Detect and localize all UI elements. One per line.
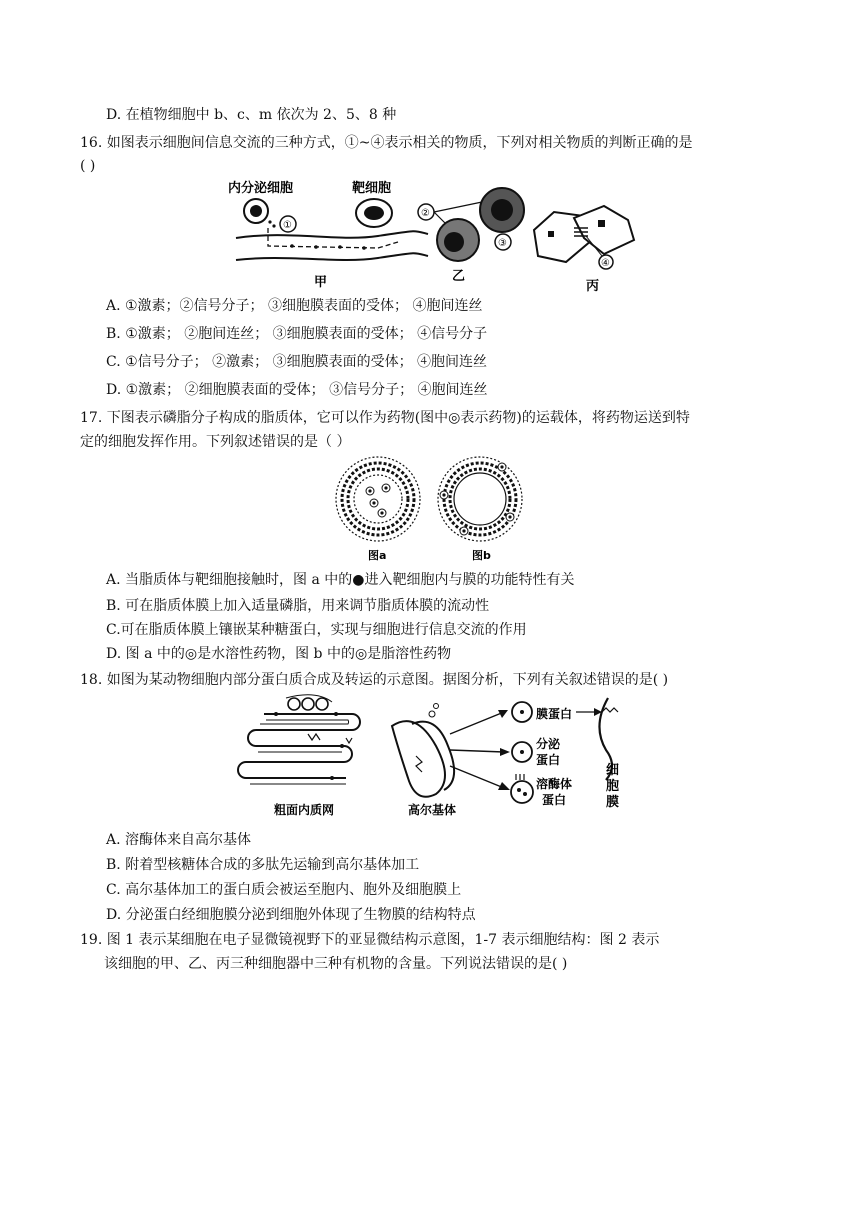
q16-option-b[interactable]: B. ①激素； ②胞间连丝； ③细胞膜表面的受体； ④信号分子 [106, 326, 488, 342]
q18-option-a[interactable]: A. 溶酶体来自高尔基体 [106, 832, 252, 848]
panel-bing [534, 206, 634, 294]
label-secretory-2: 蛋白 [536, 753, 561, 767]
label-bing: 丙 [586, 279, 600, 294]
transport-arrows [450, 710, 510, 790]
mark-1: ① [283, 220, 292, 231]
q17-option-b[interactable]: B. 可在脂质体膜上加入适量磷脂，用来调节脂质体膜的流动性 [106, 598, 490, 614]
q16-stem-line1: 16. 如图表示细胞间信息交流的三种方式，①~④表示相关的物质，下列对相关物质的判断正确的是 [80, 135, 693, 151]
q16-option-d[interactable]: D. ①激素； ②细胞膜表面的受体； ③信号分子； ④胞间连丝 [106, 382, 488, 398]
liposome-a [336, 457, 420, 562]
q18-option-d[interactable]: D. 分泌蛋白经细胞膜分泌到细胞外体现了生物膜的结构特点 [106, 907, 476, 923]
q16-option-c[interactable]: C. ①信号分子； ②激素； ③细胞膜表面的受体； ④胞间连丝 [106, 354, 488, 370]
q17-option-c[interactable]: C.可在脂质体膜上镶嵌某种糖蛋白，实现与细胞进行信息交流的作用 [106, 622, 527, 638]
liposome-b [438, 457, 522, 562]
endocrine-nucleus [250, 205, 262, 217]
label-target: 靶细胞 [352, 181, 392, 196]
receiver-nucleus [444, 232, 464, 252]
label-golgi: 高尔基体 [408, 803, 457, 817]
label-cell-membrane-2: 胞 [606, 779, 620, 794]
cell-membrane [599, 698, 619, 810]
q19-stem-line1: 19. 图 1 表示某细胞在电子显微镜视野下的亚显微结构示意图，1-7 表示细胞结构：图 2 表示 [80, 932, 660, 948]
label-lysosome-1: 溶酶体 [536, 777, 573, 791]
golgi-apparatus [392, 704, 456, 818]
label-lysosome-2: 蛋白 [542, 793, 567, 807]
panel-yi [418, 188, 524, 284]
q16-figure [228, 176, 648, 294]
q19-stem-line2: 该细胞的甲、乙、丙三种细胞器中三种有机物的含量。下列说法错误的是( ) [104, 956, 568, 972]
mark-2: ② [421, 208, 430, 219]
label-jia: 甲 [314, 275, 328, 290]
signal-nucleus [491, 199, 513, 221]
q18-stem-line1: 18. 如图为某动物细胞内部分蛋白质合成及转运的示意图。据图分析，下列有关叙述错误的是( ) [80, 672, 669, 688]
vessel-wall-bottom [236, 253, 428, 260]
mark-4: ④ [601, 258, 610, 269]
rough-er [238, 695, 360, 817]
label-yi: 乙 [452, 269, 466, 284]
label-cell-membrane-1: 细 [606, 763, 620, 778]
label-membrane-protein: 膜蛋白 [536, 707, 573, 721]
q16-option-a[interactable]: A. ①激素；②信号分子； ③细胞膜表面的受体； ④胞间连丝 [106, 298, 483, 314]
target-nucleus [364, 206, 384, 220]
label-fig-b: 图b [472, 549, 491, 562]
label-cell-membrane-3: 膜 [606, 795, 620, 810]
q17-stem-line1: 17. 下图表示磷脂分子构成的脂质体，它可以作为药物(图中◎表示药物)的运载体，将药物运送到特 [80, 410, 690, 426]
q17-figure [332, 455, 532, 567]
q18-figure [236, 690, 636, 822]
panel-jia [228, 180, 428, 290]
q18-option-b[interactable]: B. 附着型核糖体合成的多肽先运输到高尔基体加工 [106, 857, 420, 873]
label-rer: 粗面内质网 [274, 803, 335, 817]
mark-3: ③ [498, 238, 507, 249]
vesicles [511, 702, 602, 807]
label-secretory-1: 分泌 [536, 737, 561, 751]
q18-option-c[interactable]: C. 高尔基体加工的蛋白质会被运至胞内、胞外及细胞膜上 [106, 882, 462, 898]
q15-option-d: D. 在植物细胞中 b、c、m 依次为 2、5、8 种 [106, 107, 397, 123]
label-endocrine: 内分泌细胞 [228, 181, 294, 196]
q17-option-a[interactable]: A. 当脂质体与靶细胞接触时，图 a 中的●进入靶细胞内与膜的功能特性有关 [106, 572, 575, 588]
q16-stem-line2: ( ) [80, 158, 96, 174]
q17-stem-line2: 定的细胞发挥作用。下列叙述错误的是（ ） [80, 434, 351, 450]
label-fig-a: 图a [368, 549, 387, 562]
vessel-wall-top [236, 231, 428, 238]
q17-option-d[interactable]: D. 图 a 中的◎是水溶性药物，图 b 中的◎是脂溶性药物 [106, 646, 452, 662]
